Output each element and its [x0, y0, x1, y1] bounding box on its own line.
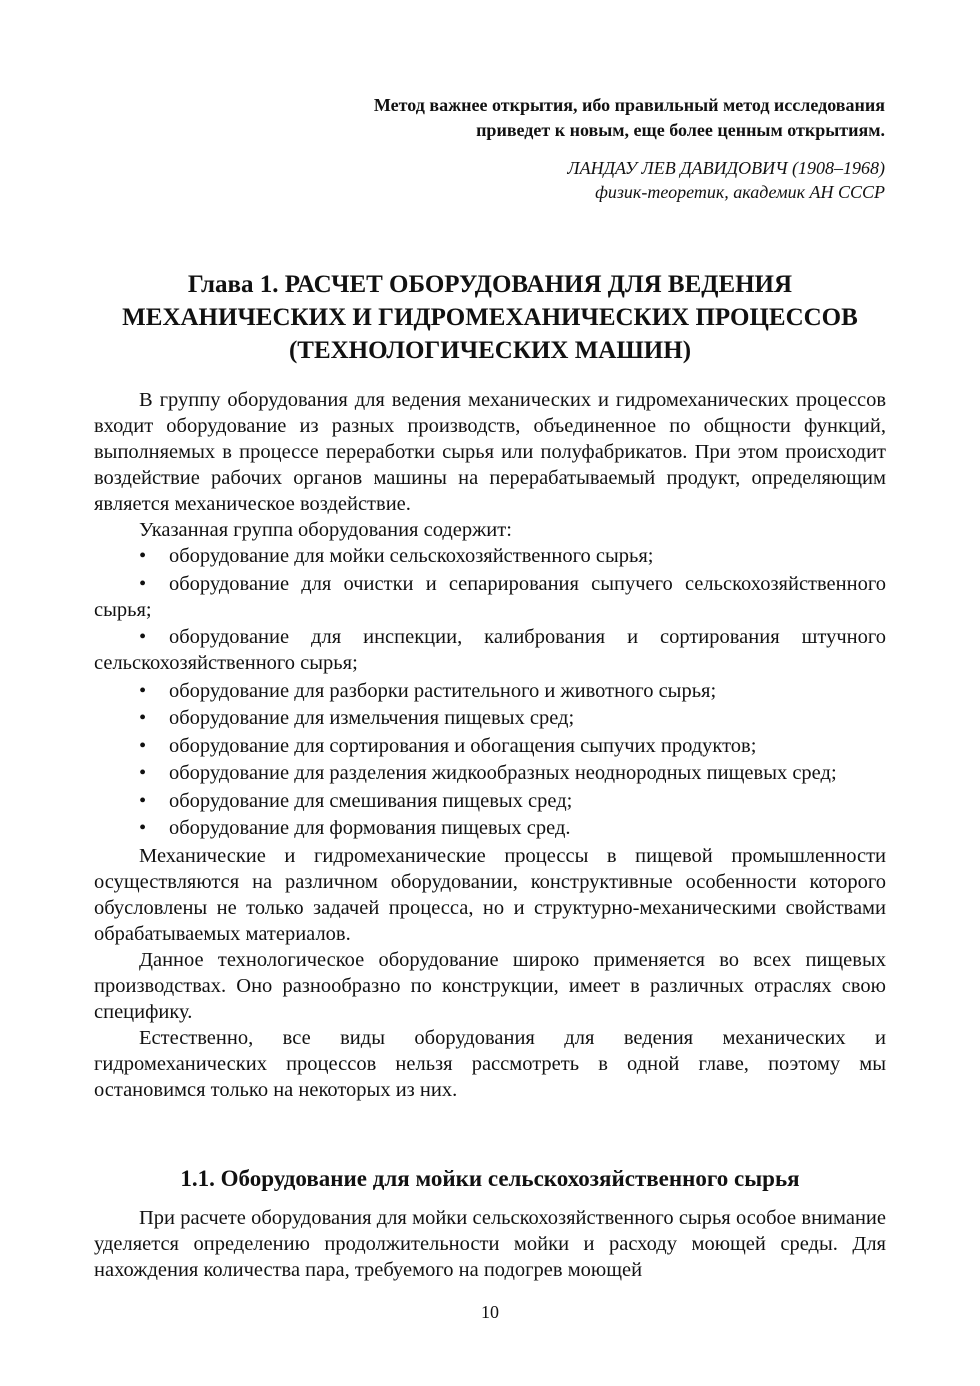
bullet-icon: •: [139, 679, 147, 702]
list-item-text: оборудование для разборки растительного и животного сырья;: [169, 679, 717, 702]
intro-paragraph-2: Указанная группа оборудования содержит:: [139, 519, 512, 541]
list-item-text: оборудование для разделения жидкообразных неоднородных пищевых сред;: [169, 762, 837, 784]
list-item-text: оборудование для инспекции, калибрования и сортирования штучного сельскохозяйственного сырья;: [94, 626, 886, 674]
list-item: [94, 733, 886, 759]
list-item-text: оборудование для сортирования и обогащения сыпучих продуктов;: [169, 734, 757, 757]
list-item: [94, 760, 886, 786]
list-item: [94, 624, 886, 676]
equipment-list: [94, 543, 886, 841]
epigraph-author: ЛАНДАУ ЛЕВ ДАВИДОВИЧ: [567, 158, 788, 178]
bullet-icon: •: [139, 734, 147, 757]
intro-body: [94, 387, 886, 1103]
list-item-text: оборудование для смешивания пищевых сред;: [169, 789, 573, 812]
epigraph-role: физик-теоретик, академик АН СССР: [595, 182, 885, 202]
bullet-icon: •: [139, 572, 147, 595]
list-item: [94, 705, 886, 731]
bullet-icon: •: [139, 817, 147, 839]
epigraph-author-line: [245, 156, 885, 180]
list-item-text: оборудование для мойки сельскохозяйственного сырья;: [169, 545, 654, 567]
bullet-icon: •: [139, 626, 147, 648]
epigraph-years: (1908–1968): [792, 158, 885, 178]
intro-paragraph-3: Механические и гидромеханические процессы в пищевой промышленности осуществляются на различном оборудовании, конструктивные особенности которого обусловлены не только задачей процесса, но и структурно-механическими свойствами обрабатываемых материалов.: [94, 844, 886, 945]
bullet-icon: •: [139, 545, 147, 567]
epigraph-quote-line-2: приведет к новым, еще более ценным открытиям.: [476, 120, 885, 140]
list-item: [94, 571, 886, 623]
page-number: 10: [481, 1302, 499, 1322]
chapter-title: Глава 1. РАСЧЕТ ОБОРУДОВАНИЯ ДЛЯ ВЕДЕНИЯ МЕХАНИЧЕСКИХ И ГИДРОМЕХАНИЧЕСКИХ ПРОЦЕССОВ (ТЕХНОЛОГИЧЕСКИХ МАШИН): [122, 271, 858, 364]
list-item: [94, 678, 886, 704]
list-item: [94, 788, 886, 814]
list-item-text: оборудование для очистки и сепарирования сыпучего сельскохозяйственного сырья;: [94, 572, 886, 621]
list-item-text: оборудование для измельчения пищевых сред;: [169, 707, 575, 729]
epigraph-quote-line-1: Метод важнее открытия, ибо правильный метод исследования: [373, 95, 885, 115]
section-title: 1.1. Оборудование для мойки сельскохозяйственного сырья: [180, 1166, 800, 1191]
bullet-icon: •: [139, 707, 147, 729]
list-item: [94, 543, 886, 569]
list-item: [94, 815, 886, 841]
epigraph: [245, 93, 885, 204]
section-body: [94, 1205, 886, 1283]
intro-paragraph-1: В группу оборудования для ведения механических и гидромеханических процессов входит оборудование из разных производств, объединенное по общности функций, выполняемых в процессе переработки сырья или полуфабрикатов. При этом происходит воздействие рабочих органов машины на перерабатываемый продукт, определяющим является механическое воздействие.: [94, 389, 886, 515]
bullet-icon: •: [139, 762, 147, 784]
intro-paragraph-5: Естественно, все виды оборудования для ведения механических и гидромеханических процессов нельзя рассмотреть в одной главе, поэтому мы остановимся только на некоторых из них.: [94, 1026, 886, 1101]
bullet-icon: •: [139, 789, 147, 812]
section-paragraph-1: При расчете оборудования для мойки сельскохозяйственного сырья особое внимание уделяется определению продолжительности мойки и расходу моющей среды. Для нахождения количества пара, требуемого на подогрев моющей: [94, 1207, 886, 1281]
list-item-text: оборудование для формования пищевых сред.: [169, 817, 571, 839]
intro-paragraph-4: Данное технологическое оборудование широко применяется во всех пищевых производствах. Оно разнообразно по конструкции, имеет в различных отраслях свою специфику.: [94, 948, 886, 1023]
